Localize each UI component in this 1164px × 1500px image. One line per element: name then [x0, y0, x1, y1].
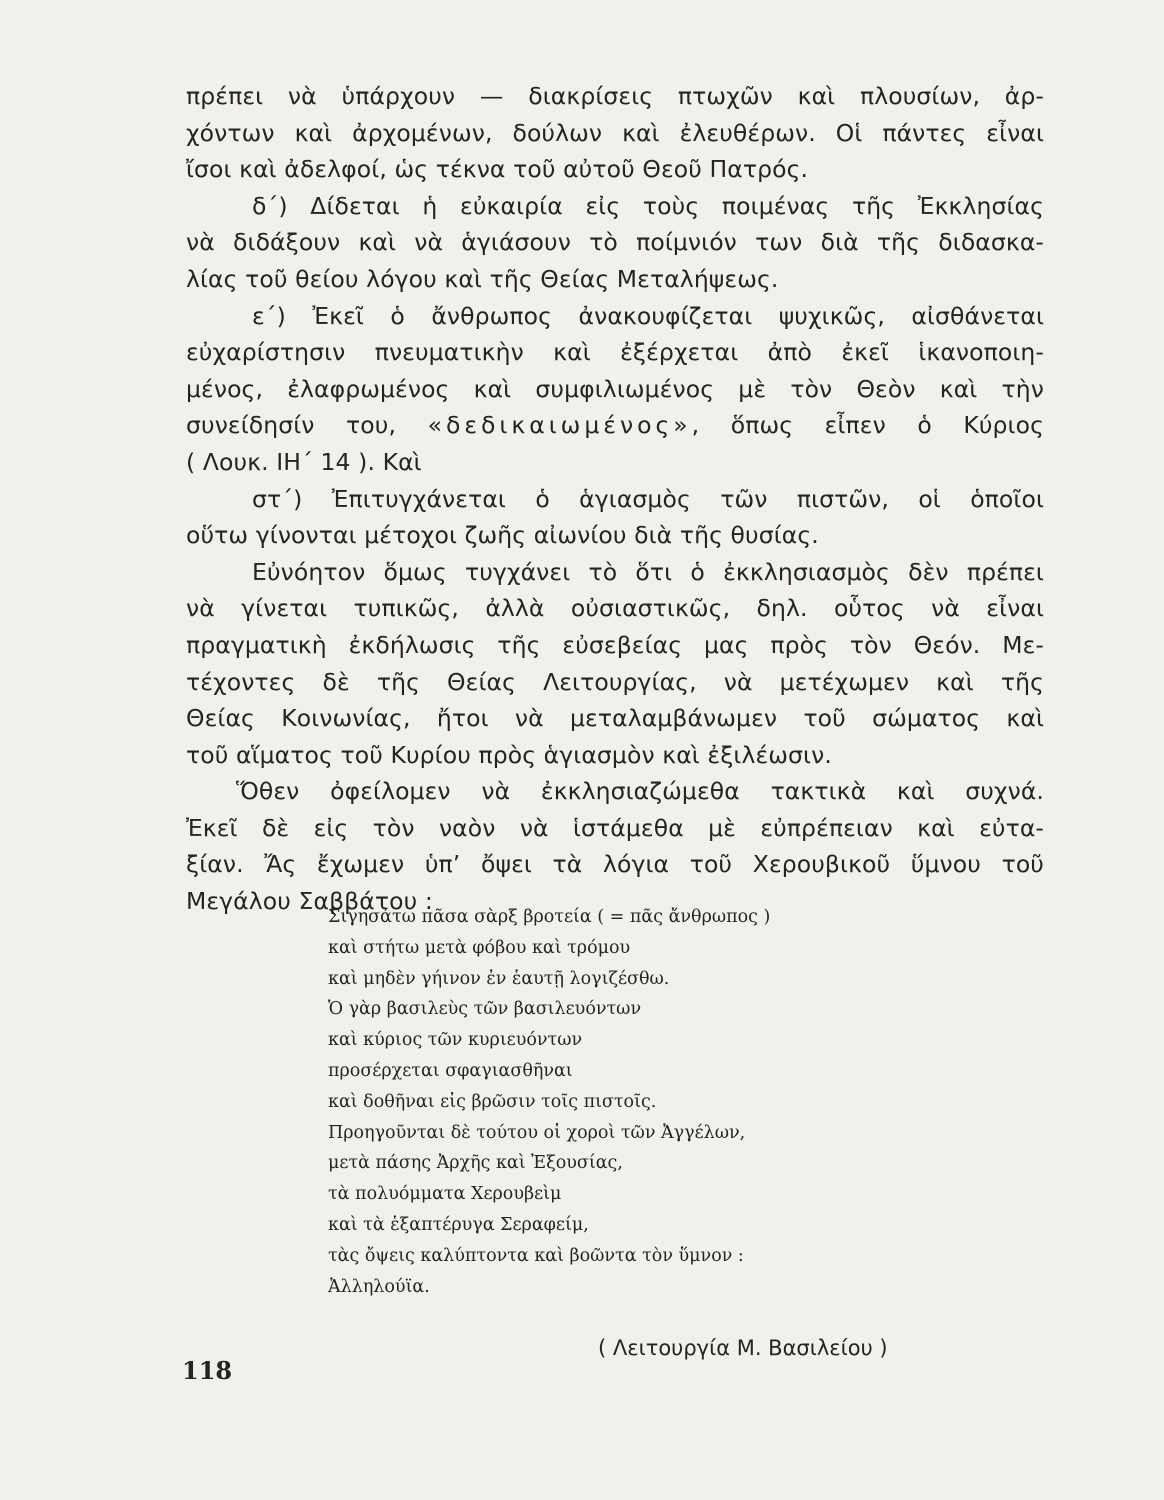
text-line: νὰ διδάξουν καὶ νὰ ἁγιάσουν τὸ ποίμνιόν των διὰ τῆς διδασκα-	[186, 228, 1044, 257]
text-line: νὰ γίνεται τυπικῶς, ἀλλὰ οὐσιαστικῶς, δηλ. οὗτος νὰ εἶναι	[186, 594, 1044, 623]
text-line: οὕτω γίνονται μέτοχοι ζωῆς αἰωνίου διὰ τῆς θυσίας.	[186, 521, 819, 550]
text-segment: συνείδησίν του,	[186, 411, 428, 440]
text-line: Εὐνόητον ὅμως τυγχάνει τὸ ὅτι ὁ ἐκκλησιασμὸς δὲν πρέπει	[252, 557, 1044, 586]
text-line: στ΄) Ἐπιτυγχάνεται ὁ ἁγιασμὸς τῶν πιστῶν, οἱ ὁποῖοι	[252, 484, 1044, 513]
hymn-line: Ὁ γὰρ βασιλεὺς τῶν βασιλευόντων	[328, 999, 642, 1020]
spaced-emphasis: «δεδικαιωμένος»	[427, 411, 692, 440]
text-line	[186, 407, 1044, 444]
text-line: τοῦ αἵματος τοῦ Κυρίου πρὸς ἁγιασμὸν καὶ ἐξιλέωσιν.	[186, 740, 832, 769]
text-line: Μεγάλου Σαββάτου :	[186, 887, 433, 916]
text-line: μένος, ἐλαφρωμένος καὶ συμφιλιωμένος μὲ τὸν Θεὸν καὶ τὴν	[186, 374, 1044, 403]
text-line: δ΄) Δίδεται ἡ εὐκαιρία εἰς τοὺς ποιμένας τῆς Ἐκκλησίας	[252, 191, 1044, 220]
text-line: χόντων καὶ ἀρχομένων, δούλων καὶ ἐλευθέρων. Οἱ πάντες εἶναι	[186, 118, 1044, 147]
hymn-line: Προηγοῦνται δὲ τούτου οἱ χοροὶ τῶν Ἀγγέλων,	[328, 1122, 746, 1143]
hymn-line: προσέρχεται σφαγιασθῆναι	[328, 1060, 573, 1081]
hymn-source: ( Λειτουργία Μ. Βασιλείου )	[598, 1336, 888, 1360]
hymn-line: τὰς ὄψεις καλύπτοντα καὶ βοῶντα τὸν ὕμνον :	[328, 1245, 744, 1266]
hymn-line: Ἀλληλούϊα.	[328, 1276, 430, 1297]
hymn-line: τὰ πολυόμματα Χερουβεὶμ	[328, 1184, 562, 1205]
hymn-quote	[328, 902, 770, 1302]
text-line: ε΄) Ἐκεῖ ὁ ἄνθρωπος ἀνακουφίζεται ψυχικῶς, αἰσθάνεται	[252, 301, 1044, 330]
text-line: Ἐκεῖ δὲ εἰς τὸν ναὸν νὰ ἱστάμεθα μὲ εὐπρέπειαν καὶ εὐτα-	[186, 813, 1044, 842]
hymn-line: καὶ τὰ ἑξαπτέρυγα Σεραφείμ,	[328, 1214, 589, 1235]
hymn-line: καὶ στήτω μετὰ φόβου καὶ τρόμου	[328, 937, 631, 958]
text-line: ξίαν. Ἄς ἔχωμεν ὑπ’ ὄψει τὰ λόγια τοῦ Χερουβικοῦ ὕμνου τοῦ	[186, 850, 1044, 879]
hymn-line: καὶ κύριος τῶν κυριευόντων	[328, 1030, 583, 1051]
body-text	[186, 78, 1044, 920]
text-line: τέχοντες δὲ τῆς Θείας Λειτουργίας, νὰ μετέχωμεν καὶ τῆς	[186, 667, 1044, 696]
hymn-line: μετὰ πάσης Ἀρχῆς καὶ Ἐξουσίας,	[328, 1153, 623, 1174]
page-number: 118	[182, 1356, 233, 1385]
text-line: εὐχαρίστησιν πνευματικὴν καὶ ἐξέρχεται ἀπὸ ἐκεῖ ἱκανοποιη-	[186, 338, 1044, 367]
text-line: πραγματικὴ ἐκδήλωσις τῆς εὐσεβείας μας πρὸς τὸν Θεόν. Με-	[186, 630, 1044, 659]
text-line: ( Λουκ. ΙΗ΄ 14 ). Καὶ	[186, 447, 422, 476]
text-segment: , ὅπως εἶπεν ὁ Κύριος	[691, 411, 1044, 440]
hymn-line: καὶ δοθῆναι εἰς βρῶσιν τοῖς πιστοῖς.	[328, 1091, 657, 1112]
hymn-line: καὶ μηδὲν γήινον ἐν ἑαυτῇ λογιζέσθω.	[328, 968, 670, 989]
text-line: ἴσοι καὶ ἀδελφοί, ὡς τέκνα τοῦ αὐτοῦ Θεοῦ Πατρός.	[186, 155, 809, 184]
text-line: λίας τοῦ θείου λόγου καὶ τῆς Θείας Μεταλήψεως.	[186, 264, 779, 293]
hymn-line: Σιγησάτω πᾶσα σὰρξ βροτεία ( = πᾶς ἄνθρωπος )	[328, 907, 771, 927]
text-line: πρέπει νὰ ὑπάρχουν — διακρίσεις πτωχῶν καὶ πλουσίων, ἀρ-	[186, 82, 1044, 110]
text-line: Θείας Κοινωνίας, ἤτοι νὰ μεταλαμβάνωμεν τοῦ σώματος καὶ	[186, 704, 1044, 733]
text-line: Ὅθεν ὀφείλομεν νὰ ἐκκλησιαζώμεθα τακτικὰ καὶ συχνά.	[236, 777, 1044, 806]
